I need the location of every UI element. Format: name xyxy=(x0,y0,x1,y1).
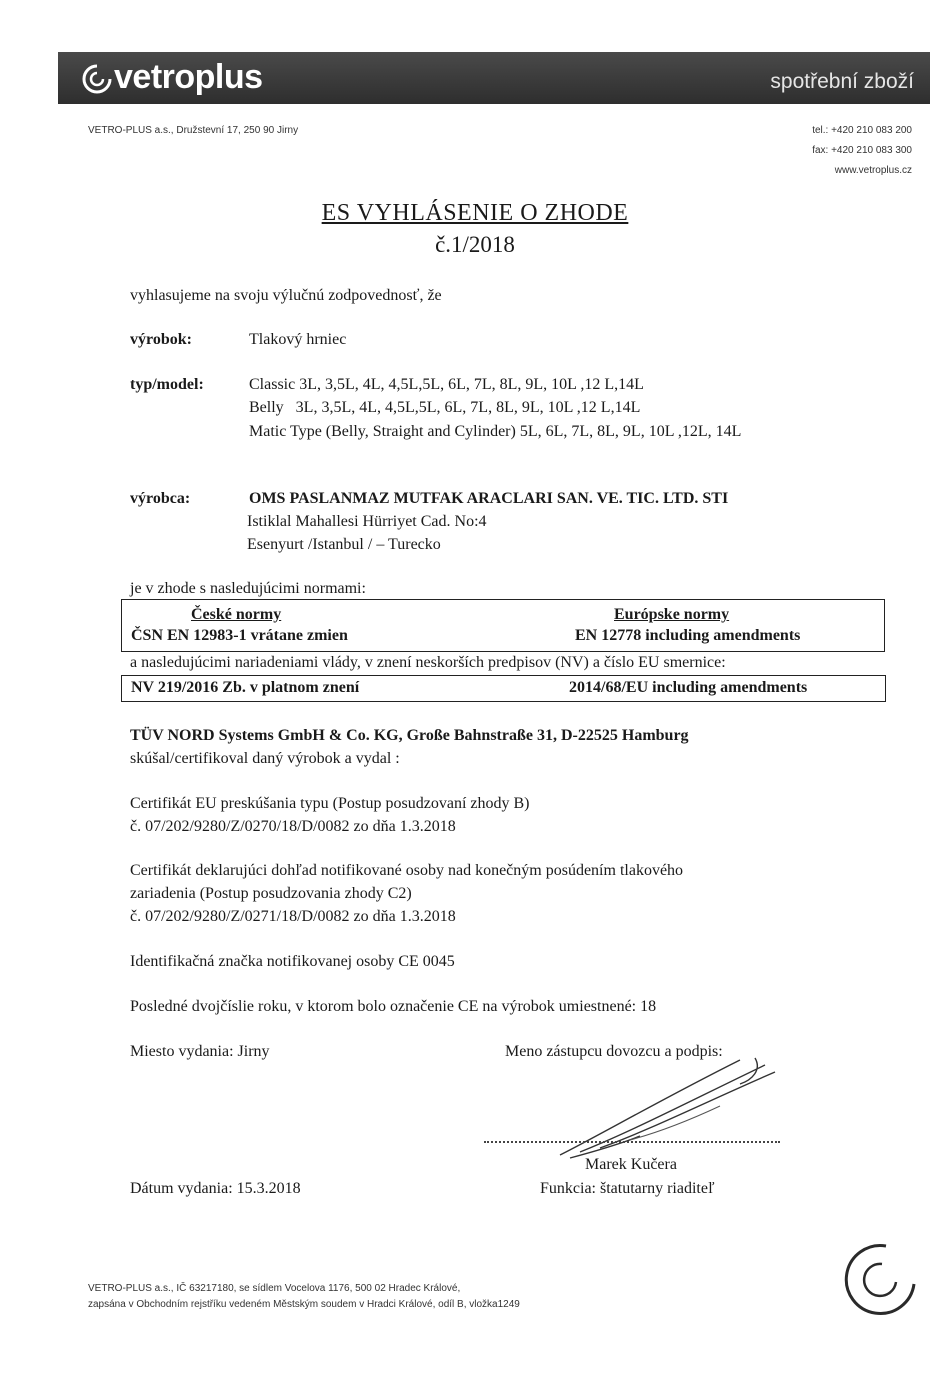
certificate-2-title-cont: zariadenia (Postup posudzovania zhody C2) xyxy=(130,885,412,902)
regulation-european: 2014/68/EU including amendments xyxy=(569,679,808,696)
brand-name: vetroplus xyxy=(114,58,263,96)
product-value: Tlakový hrniec xyxy=(249,331,347,348)
regulation-czech: NV 219/2016 Zb. v platnom znení xyxy=(131,679,360,696)
model-line-classic: Classic 3L, 3,5L, 4L, 4,5L,5L, 6L, 7L, 8L, 9L, 10L ,12 L,14L xyxy=(249,376,644,393)
norms-intro: je v zhode s nasledujúcimi normami: xyxy=(130,580,366,597)
norms-header-european: Európske normy xyxy=(614,606,730,623)
vetroplus-logo-icon xyxy=(80,62,114,96)
representative-label: Meno zástupcu dovozcu a podpis: xyxy=(505,1043,723,1060)
manufacturer-label: výrobca: xyxy=(130,490,191,507)
regulations-intro: a nasledujúcimi nariadeniami vlády, v znení neskorších predpisov (NV) a číslo EU smernice: xyxy=(130,654,726,671)
signature-line xyxy=(484,1141,780,1143)
signature-icon xyxy=(540,1040,800,1170)
identification-mark: Identifikačná značka notifikovanej osoby CE 0045 xyxy=(130,953,455,970)
place-of-issue: Miesto vydania: Jirny xyxy=(130,1043,270,1060)
notified-body-text: skúšal/certifikoval daný výrobok a vydal : xyxy=(130,750,400,767)
certificate-1-number: č. 07/202/9280/Z/0270/18/D/0082 zo dňa 1.3.2018 xyxy=(130,818,456,835)
vetroplus-footer-logo-icon xyxy=(838,1238,918,1318)
product-label: výrobok: xyxy=(130,331,192,348)
norms-table xyxy=(121,599,885,652)
norms-header-czech: České normy xyxy=(191,606,282,623)
norms-value-czech: ČSN EN 12983-1 vrátane zmien xyxy=(131,627,348,644)
company-fax: fax: +420 210 083 300 xyxy=(812,145,912,156)
certificate-2-title: Certifikát deklarujúci dohľad notifikované osoby nad konečným posúdením tlakového xyxy=(130,862,684,879)
manufacturer-address-1: Istiklal Mahallesi Hürriyet Cad. No:4 xyxy=(247,513,487,530)
footer-line-1: VETRO-PLUS a.s., IČ 63217180, se sídlem Vocelova 1176, 500 02 Hradec Králové, xyxy=(88,1283,461,1294)
intro-text: vyhlasujeme na svoju výlučnú zodpovednosť, že xyxy=(130,287,442,304)
certificate-1-title: Certifikát EU preskúšania typu (Postup posudzovaní zhody B) xyxy=(130,795,530,812)
certificate-2-number: č. 07/202/9280/Z/0271/18/D/0082 zo dňa 1.3.2018 xyxy=(130,908,456,925)
ce-year-mark: Posledné dvojčíslie roku, v ktorom bolo označenie CE na výrobok umiestnené: 18 xyxy=(130,998,657,1015)
model-line-matic: Matic Type (Belly, Straight and Cylinder) 5L, 6L, 7L, 8L, 9L, 10L ,12L, 14L xyxy=(249,423,742,440)
notified-body-name: TÜV NORD Systems GmbH & Co. KG, Große Bahnstraße 31, D-22525 Hamburg xyxy=(130,727,689,744)
signatory-function: Funkcia: štatutarny riaditeľ xyxy=(540,1180,715,1197)
model-label: typ/model: xyxy=(130,376,204,393)
norms-value-european: EN 12778 including amendments xyxy=(575,627,801,644)
footer-line-2: zapsána v Obchodním rejstříku vedeném Městským soudem v Hradci Králové, odíl B, vložka1249 xyxy=(88,1299,520,1310)
company-tel: tel.: +420 210 083 200 xyxy=(812,125,912,136)
model-line-belly: Belly 3L, 3,5L, 4L, 4,5L,5L, 6L, 7L, 8L, 9L, 10L ,12 L,14L xyxy=(249,399,641,416)
company-web: www.vetroplus.cz xyxy=(834,165,912,176)
manufacturer-name: OMS PASLANMAZ MUTFAK ARACLARI SAN. VE. TIC. LTD. STI xyxy=(249,490,729,507)
document-number: č.1/2018 xyxy=(435,232,515,257)
document-title: ES VYHLÁSENIE O ZHODE xyxy=(321,200,629,226)
manufacturer-address-2: Esenyurt /Istanbul / – Turecko xyxy=(247,536,441,553)
regulations-table xyxy=(121,675,886,702)
date-of-issue: Dátum vydania: 15.3.2018 xyxy=(130,1180,301,1197)
signatory-name: Marek Kučera xyxy=(585,1156,677,1173)
brand-tagline: spotřební zboží xyxy=(770,70,914,93)
company-address: VETRO-PLUS a.s., Družstevní 17, 250 90 Jirny xyxy=(88,125,299,136)
